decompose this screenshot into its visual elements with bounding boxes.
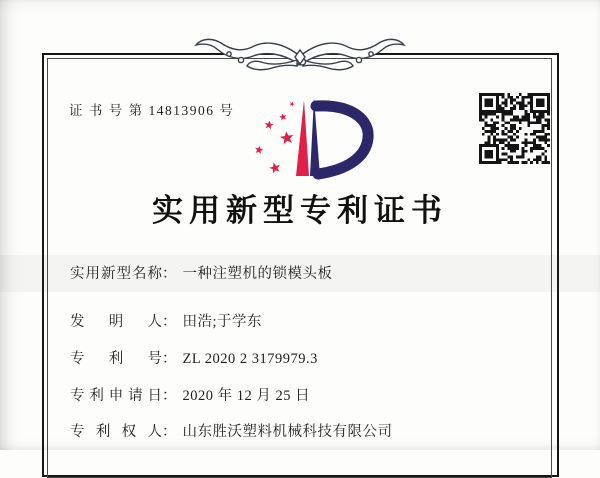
field-row-patentee (70, 420, 393, 441)
field-row-patent-number (70, 347, 318, 368)
certificate-number: 证 书 号 第 14813906 号 (69, 103, 235, 118)
field-value: ZL 2020 2 3179979.3 (182, 351, 318, 367)
cnipa-patent-logo-icon (252, 90, 380, 182)
field-colon: ： (162, 424, 177, 440)
field-value: 2020 年 12 月 25 日 (182, 388, 311, 404)
border-flourish-icon (193, 30, 407, 82)
field-colon: ： (162, 314, 177, 330)
field-colon: ： (162, 351, 177, 367)
field-value: 山东胜沃塑料机械科技有限公司 (182, 424, 393, 440)
certificate-title: 实用新型专利证书 (152, 193, 448, 228)
field-value: 田浩;于学东 (182, 314, 263, 330)
field-row-inventors (70, 310, 262, 331)
field-row-filing-date (70, 384, 310, 405)
field-label: 实用新型名称 (70, 266, 162, 282)
field-value: 一种注塑机的锁模头板 (182, 266, 333, 282)
field-label: 发明人 (70, 314, 162, 330)
qr-code (479, 93, 550, 164)
field-row-patent-name (70, 262, 333, 283)
field-colon: ： (162, 388, 177, 404)
field-label: 专利申请日 (70, 388, 162, 404)
field-label: 专利权人 (70, 424, 162, 440)
field-label: 专利号 (70, 351, 162, 367)
field-colon: ： (162, 266, 177, 282)
